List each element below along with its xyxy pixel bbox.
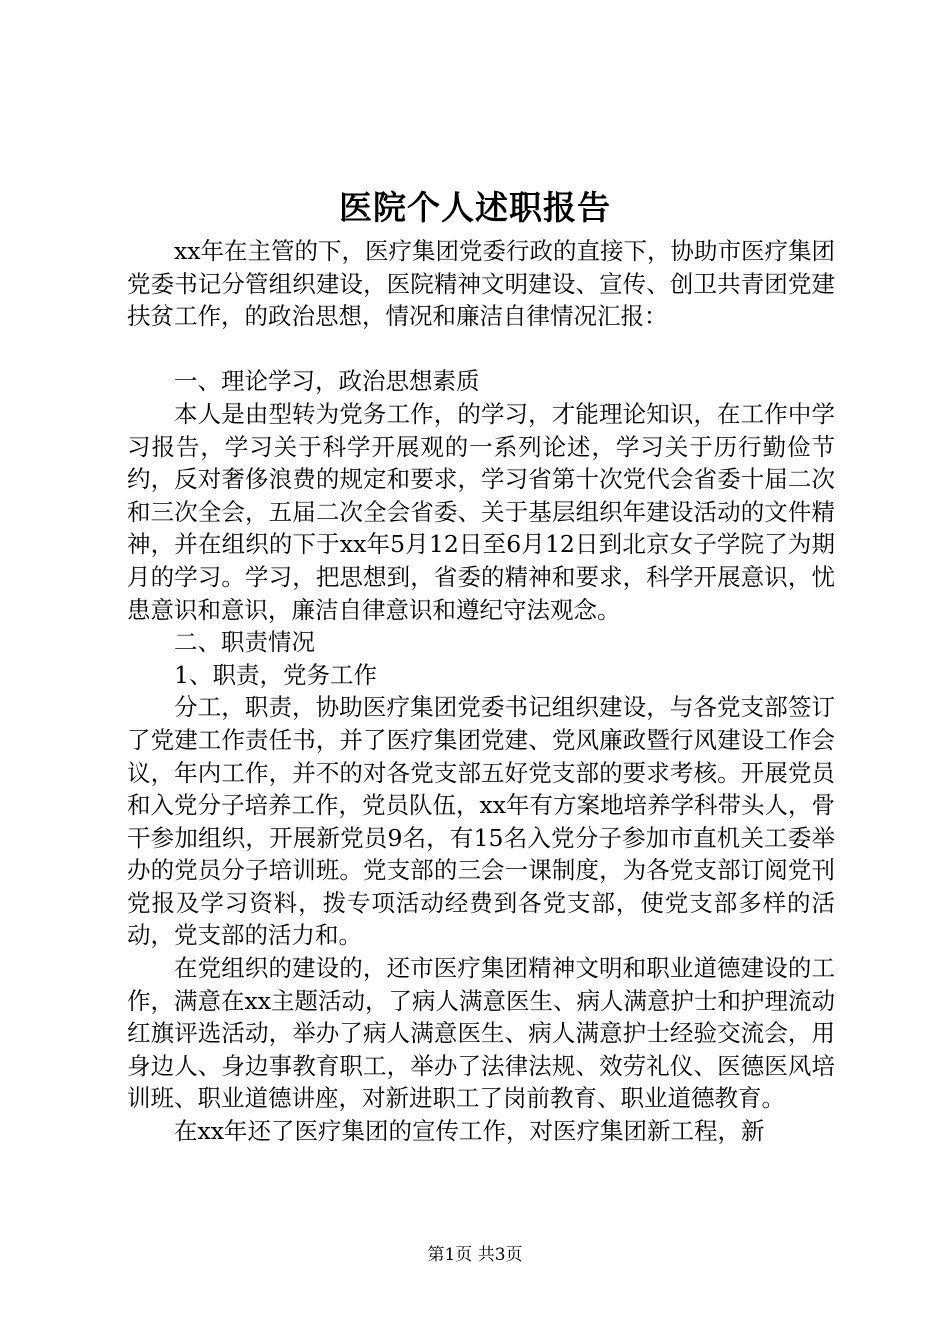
body-paragraph: 本人是由型转为党务工作，的学习，才能理论知识，在工作中学习报告，学习关于科学开展观的一系列论述，学习关于历行勤俭节约，反对奢侈浪费的规定和要求，学习省第十次党代会省委十届二次和三次全会，五届二次全会省委、关于基层组织年建设活动的文件精神，并在组织的下于xx年5月12日至6月12日到北京女子学院了为期月的学习。学习，把思想到，省委的精神和要求，科学开展意识，忧患意识和意识，廉洁自律意识和遵纪守法观念。 [127,399,835,624]
section-heading-theory-study: 一、理论学习，政治思想素质 [174,367,480,396]
body-paragraph: 在xx年还了医疗集团的宣传工作，对医疗集团新工程，新 [174,1117,765,1146]
subsection-heading-party-work: 1、职责，党务工作 [174,660,377,689]
body-paragraph: 在党组织的建设的，还市医疗集团精神文明和职业道德建设的工作，满意在xx主题活动，了病人满意医生、病人满意护士和护理流动红旗评选活动，举办了病人满意医生、病人满意护士经验交流会，用身边人、身边事教育职工，举办了法律法规、效劳礼仪、医德医风培训班、职业道德讲座，对新进职工了岗前教育、职业道德教育。 [127,954,836,1113]
page-footer: 第1页 共3页 [427,1245,523,1265]
body-paragraph: 分工，职责，协助医疗集团党委书记组织建设，与各党支部签订了党建工作责任书，并了医疗集团党建、党风廉政暨行风建设工作会议，年内工作，并不的对各党支部五好党支部的要求考核。开展党员和入党分子培养工作，党员队伍，xx年有方案地培养学科带头人，骨干参加组织，开展新党员9名，有15名入党分子参加市直机关工委举办的党员分子培训班。党支部的三会一课制度，为各党支部订阅党刊党报及学习资料，拨专项活动经费到各党支部，使党支部多样的活动，党支部的活力和。 [127,693,836,950]
document-body [127,235,835,1148]
intro-paragraph: xx年在主管的下，医疗集团党委行政的直接下，协助市医疗集团党委书记分管组织建设，医院精神文明建设、宣传、创卫共青团党建扶贫工作，的政治思想，情况和廉洁自律情况汇报： [127,237,836,331]
document-title: 医院个人述职报告 [339,188,611,227]
section-heading-duties: 二、职责情况 [174,628,315,657]
